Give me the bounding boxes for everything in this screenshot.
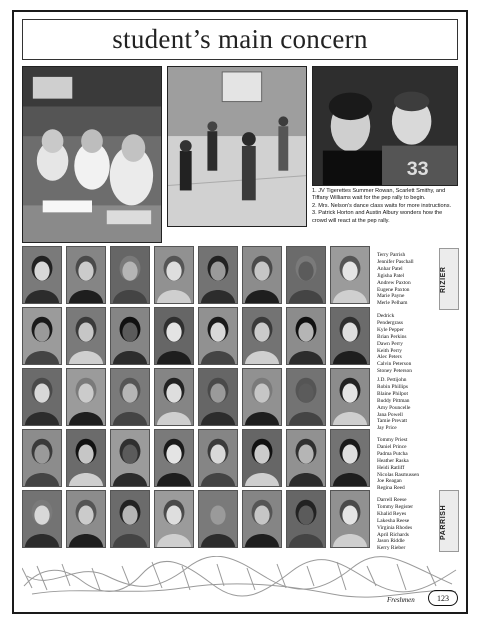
student-name: Alec Peters xyxy=(377,354,402,361)
student-portrait xyxy=(154,307,194,365)
pep-rally-photo-2 xyxy=(167,66,307,227)
student-portrait xyxy=(110,429,150,487)
section-label: Freshmen xyxy=(387,596,415,604)
student-name: Padma Putcha xyxy=(377,450,408,457)
student-portrait xyxy=(110,490,150,548)
student-name: Jennifer Paschall xyxy=(377,258,414,265)
title-banner xyxy=(22,19,458,60)
student-portrait xyxy=(22,490,62,548)
photo-captions xyxy=(312,188,458,246)
student-portrait xyxy=(154,490,194,548)
portrait-grid xyxy=(22,246,374,551)
student-portrait xyxy=(330,307,370,365)
student-name: Eugene Paxton xyxy=(377,286,410,293)
student-name: Jana Powell xyxy=(377,411,403,418)
student-name: Keith Perry xyxy=(377,347,403,354)
student-name: Buddy Pittman xyxy=(377,397,410,404)
student-name: Darrell Reese xyxy=(377,497,407,503)
student-portrait xyxy=(198,246,238,304)
student-portrait xyxy=(330,490,370,548)
student-portrait xyxy=(286,368,326,426)
student-name: Jason Riddle xyxy=(377,538,405,545)
student-portrait xyxy=(286,490,326,548)
name-list-row-4 xyxy=(377,437,437,492)
student-name: Khalid Reyes xyxy=(377,510,407,517)
student-name: Terry Parrish xyxy=(377,252,406,258)
student-portrait xyxy=(330,429,370,487)
student-name: Kerry Rieber xyxy=(377,545,406,552)
student-name: Lakesha Reese xyxy=(377,517,410,524)
student-name: Anhar Patel xyxy=(377,265,403,272)
student-name: Jigisha Patel xyxy=(377,272,405,279)
page-title: student’s main concern xyxy=(112,24,368,54)
student-name: Brian Perkins xyxy=(377,333,407,340)
student-portrait xyxy=(198,368,238,426)
student-name: Virginia Rhodes xyxy=(377,524,413,531)
student-portrait xyxy=(242,368,282,426)
student-name: Marie Payne xyxy=(377,293,405,300)
svg-text:33: 33 xyxy=(406,158,429,181)
student-portrait xyxy=(242,307,282,365)
caption-2: 2. Mrs. Nelson's dance class waits for more instructions. xyxy=(312,202,452,209)
student-name: Heidi Ratliff xyxy=(377,464,405,471)
pep-rally-photo-1 xyxy=(22,66,162,243)
pep-rally-photo-3 xyxy=(312,66,458,186)
page-number: 123 xyxy=(428,590,458,606)
student-portrait xyxy=(22,246,62,304)
caption-1: 1. JV Tigerettes Summer Rowan, Scarlett Smithy, and Tiffany Williams wait for the pep rally to begin. xyxy=(312,188,446,202)
student-portrait xyxy=(22,307,62,365)
side-tab-label-top: RIZIER xyxy=(440,266,447,294)
student-name: Merle Pelham xyxy=(377,300,408,307)
name-list-row-3 xyxy=(377,377,437,432)
student-name: Dedrick xyxy=(377,313,395,319)
student-portrait xyxy=(110,307,150,365)
student-name: Calvin Peterson xyxy=(377,361,412,368)
student-portrait xyxy=(198,490,238,548)
student-name: Blaine Philpot xyxy=(377,390,408,397)
student-portrait xyxy=(22,429,62,487)
student-portrait xyxy=(198,429,238,487)
student-portrait xyxy=(286,429,326,487)
student-portrait xyxy=(22,368,62,426)
student-portrait xyxy=(242,246,282,304)
student-name: J.D. Pettijohn xyxy=(377,377,407,383)
student-portrait xyxy=(66,307,106,365)
name-list-row-1 xyxy=(377,252,437,307)
student-name: Tommy Register xyxy=(377,503,414,510)
student-portrait xyxy=(286,246,326,304)
student-portrait xyxy=(66,429,106,487)
student-portrait xyxy=(154,246,194,304)
student-portrait xyxy=(242,490,282,548)
student-portrait xyxy=(242,429,282,487)
name-list-row-2 xyxy=(377,313,437,375)
side-tab-top xyxy=(439,248,459,310)
student-portrait xyxy=(286,307,326,365)
side-tab-label-bottom: PARRISH xyxy=(440,504,447,540)
student-portrait xyxy=(66,490,106,548)
student-portrait xyxy=(330,246,370,304)
student-name: Andrew Paxton xyxy=(377,279,411,286)
student-portrait xyxy=(110,368,150,426)
student-name: Joe Reagan xyxy=(377,478,402,485)
student-portrait xyxy=(110,246,150,304)
student-name: Daniel Prince xyxy=(377,443,407,450)
student-name: Robin Phillips xyxy=(377,383,409,390)
student-name: Kyle Pepper xyxy=(377,326,404,333)
student-name: Jay Price xyxy=(377,425,397,432)
student-portrait xyxy=(66,246,106,304)
student-name: Pendergrass xyxy=(377,319,403,326)
decorative-scribble-band xyxy=(22,556,458,598)
student-portrait xyxy=(154,368,194,426)
student-portrait xyxy=(66,368,106,426)
student-name: Tommy Priest xyxy=(377,437,408,443)
student-portrait xyxy=(154,429,194,487)
student-name: Nicolas Rasmussen xyxy=(377,471,420,478)
student-name: April Richards xyxy=(377,531,409,538)
student-name: Heather Raska xyxy=(377,457,409,464)
student-name: Stoney Peterson xyxy=(377,368,412,375)
student-name: Dawn Perry xyxy=(377,340,403,347)
student-name: Amy Pouncelle xyxy=(377,404,411,411)
student-portrait xyxy=(198,307,238,365)
student-portrait xyxy=(330,368,370,426)
name-list-row-5 xyxy=(377,497,437,552)
student-name: Regina Reed xyxy=(377,485,405,492)
side-tab-bottom xyxy=(439,490,459,552)
caption-3: 3. Patrick Horton and Austin Albury wonders how the crowd will react at the pep rally. xyxy=(312,210,443,224)
student-name: Tamie Prevatt xyxy=(377,418,408,425)
